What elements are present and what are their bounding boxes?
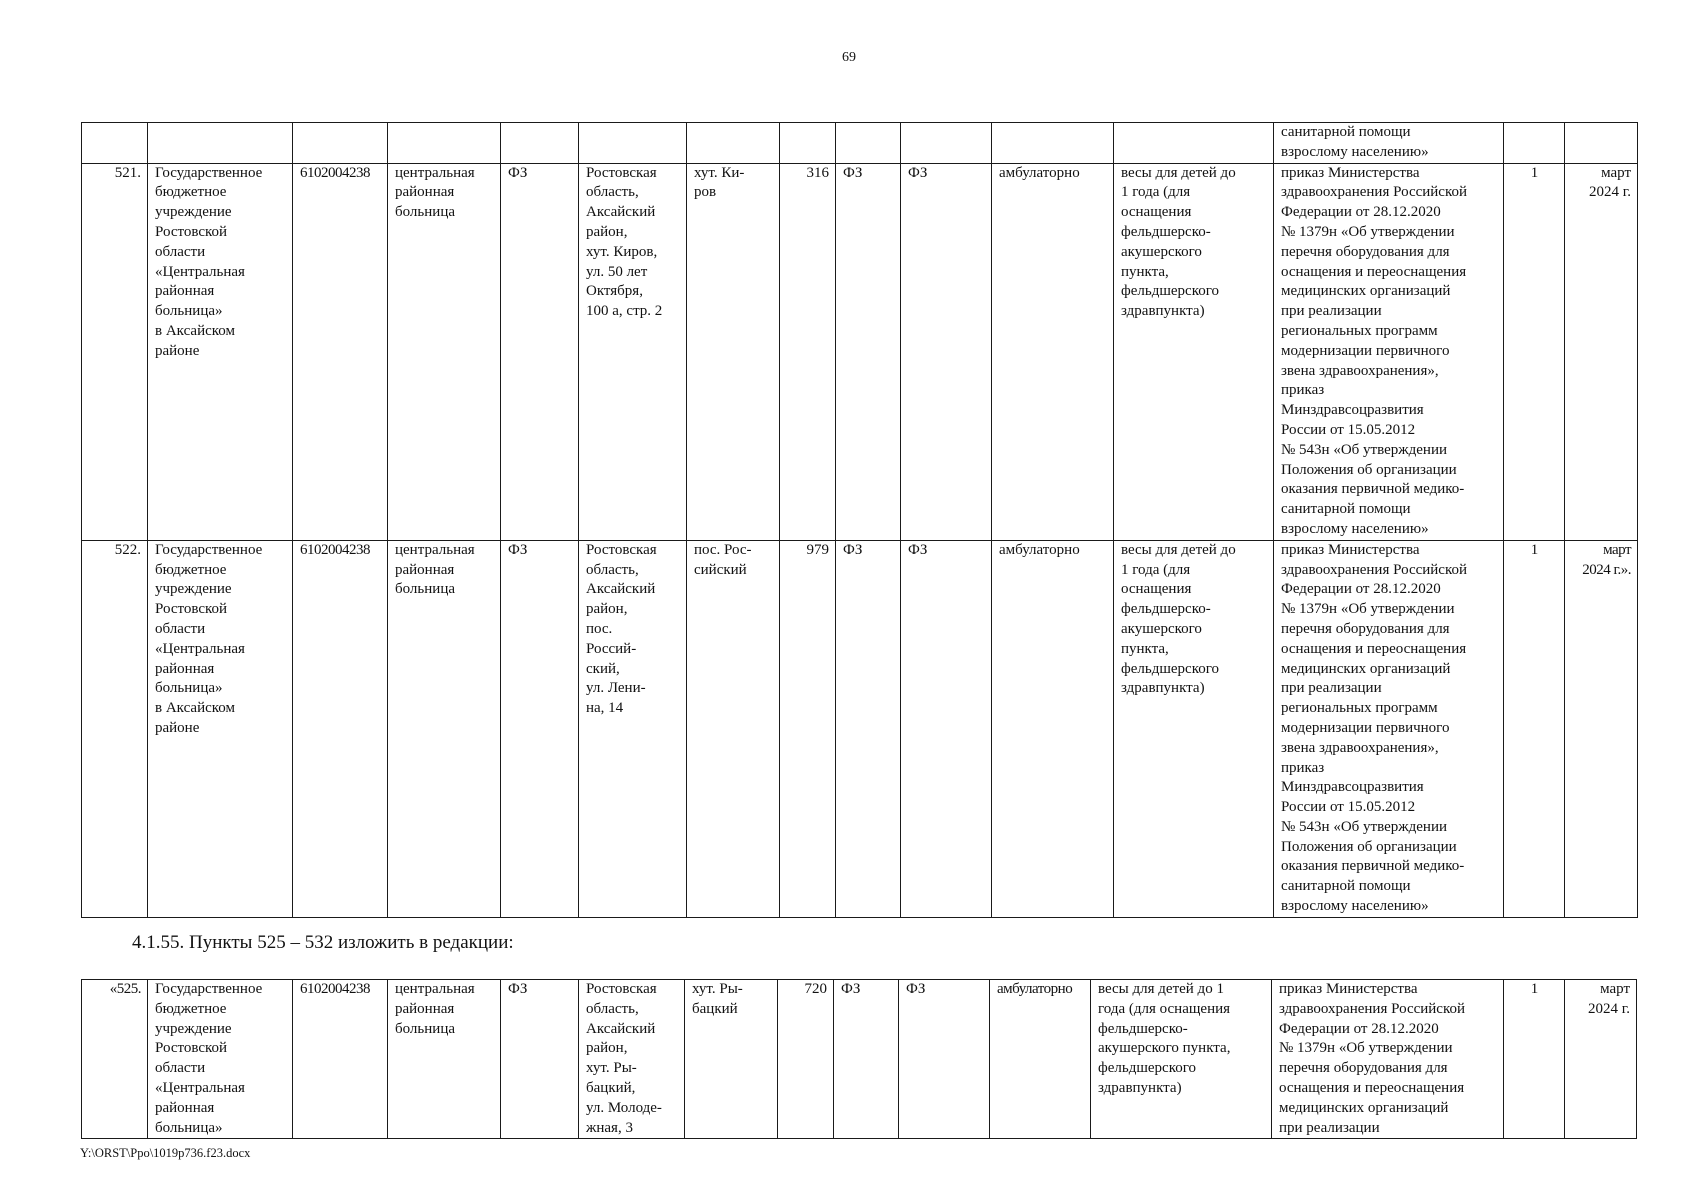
cell-quantity (1504, 123, 1565, 164)
cell-care-form (992, 123, 1114, 164)
cell-address: Ростовская область, Аксайский район, хут. Киров, ул. 50 лет Октября, 100 а, стр. 2 (579, 163, 687, 540)
cell-institution: Государственное бюджетное учреждение Ростовской области «Центральная районная больница» (148, 980, 293, 1139)
cell-num: 522. (82, 540, 148, 917)
cell-inn (293, 123, 388, 164)
cell-population: 979 (780, 540, 836, 917)
cell-care-form: амбулаторно (992, 163, 1114, 540)
cell-basis: приказ Министерства здравоохранения Российской Федерации от 28.12.2020 № 1379н «Об утверждении перечня оборудования для оснащения и переоснащения медицинских организаций при реализации (1272, 980, 1504, 1139)
cell-population (780, 123, 836, 164)
amendment-paragraph: 4.1.55. Пункты 525 – 532 изложить в редакции: (132, 932, 514, 953)
cell-funding: ФЗ (501, 163, 579, 540)
cell-funding: ФЗ (501, 540, 579, 917)
table-row (82, 123, 1638, 164)
page-number: 69 (842, 50, 856, 65)
amended-items-table (81, 979, 1637, 1139)
cell-date: март 2024 г. (1565, 980, 1637, 1139)
cell-col9 (836, 123, 901, 164)
cell-type: центральная районная больница (388, 980, 501, 1139)
table-row (82, 980, 1637, 1139)
cell-funding: ФЗ (501, 980, 579, 1139)
cell-inn: 6102004238 (293, 980, 388, 1139)
cell-basis: приказ Министерства здравоохранения Российской Федерации от 28.12.2020 № 1379н «Об утверждении перечня оборудования для оснащения и переоснащения медицинских организаций при реализации региональных программ модернизации первичного звена здравоохранения», приказ Минздравсоцразвития России от 15.05.2012 № 543н «Об утверждении Положения об организации оказания первичной медико- санитарной помощи взрослому населению» (1274, 540, 1504, 917)
cell-type: центральная районная больница (388, 540, 501, 917)
cell-quantity: 1 (1504, 163, 1565, 540)
cell-equipment: весы для детей до 1 года (для оснащения фельдшерско- акушерского пункта, фельдшерского здравпункта) (1114, 540, 1274, 917)
cell-settlement: пос. Рос- сийский (687, 540, 780, 917)
cell-type (388, 123, 501, 164)
cell-col9: ФЗ (836, 163, 901, 540)
cell-inn: 6102004238 (293, 163, 388, 540)
cell-basis: санитарной помощи взрослому населению» (1274, 123, 1504, 164)
cell-institution (148, 123, 293, 164)
cell-date: март 2024 г. (1565, 163, 1638, 540)
cell-settlement: хут. Ры- бацкий (685, 980, 778, 1139)
cell-date (1565, 123, 1638, 164)
cell-quantity: 1 (1504, 980, 1565, 1139)
table-row (82, 540, 1638, 917)
cell-address: Ростовская область, Аксайский район, пос. Россий- ский, ул. Лени- на, 14 (579, 540, 687, 917)
cell-funding (501, 123, 579, 164)
cell-num (82, 123, 148, 164)
cell-quantity: 1 (1504, 540, 1565, 917)
cell-basis: приказ Министерства здравоохранения Российской Федерации от 28.12.2020 № 1379н «Об утверждении перечня оборудования для оснащения и переоснащения медицинских организаций при реализации региональных программ модернизации первичного звена здравоохранения», приказ Минздравсоцразвития России от 15.05.2012 № 543н «Об утверждении Положения об организации оказания первичной медико- санитарной помощи взрослому населению» (1274, 163, 1504, 540)
cell-num: 521. (82, 163, 148, 540)
cell-population: 720 (778, 980, 834, 1139)
cell-inn: 6102004238 (293, 540, 388, 917)
cell-equipment: весы для детей до 1 года (для оснащения фельдшерско- акушерского пункта, фельдшерского здравпункта) (1114, 163, 1274, 540)
cell-num: «525. (82, 980, 148, 1139)
cell-equipment: весы для детей до 1 года (для оснащения фельдшерско- акушерского пункта, фельдшерского здравпункта) (1091, 980, 1272, 1139)
institutions-table (81, 122, 1638, 918)
file-path-footer: Y:\ORST\Ppo\1019p736.f23.docx (80, 1146, 251, 1160)
cell-date: март 2024 г.». (1565, 540, 1638, 917)
cell-address: Ростовская область, Аксайский район, хут. Ры- бацкий, ул. Молоде- жная, 3 (579, 980, 685, 1139)
cell-col10: ФЗ (899, 980, 990, 1139)
cell-institution: Государственное бюджетное учреждение Ростовской области «Центральная районная больница» в Аксайском районе (148, 540, 293, 917)
cell-care-form: амбулаторно (992, 540, 1114, 917)
cell-type: центральная районная больница (388, 163, 501, 540)
cell-settlement (687, 123, 780, 164)
cell-col9: ФЗ (834, 980, 899, 1139)
cell-col10: ФЗ (901, 540, 992, 917)
cell-population: 316 (780, 163, 836, 540)
cell-care-form: амбулаторно (990, 980, 1091, 1139)
cell-col10: ФЗ (901, 163, 992, 540)
cell-col9: ФЗ (836, 540, 901, 917)
table-row (82, 163, 1638, 540)
cell-col10 (901, 123, 992, 164)
cell-institution: Государственное бюджетное учреждение Ростовской области «Центральная районная больница» в Аксайском районе (148, 163, 293, 540)
cell-address (579, 123, 687, 164)
cell-settlement: хут. Ки- ров (687, 163, 780, 540)
cell-equipment (1114, 123, 1274, 164)
